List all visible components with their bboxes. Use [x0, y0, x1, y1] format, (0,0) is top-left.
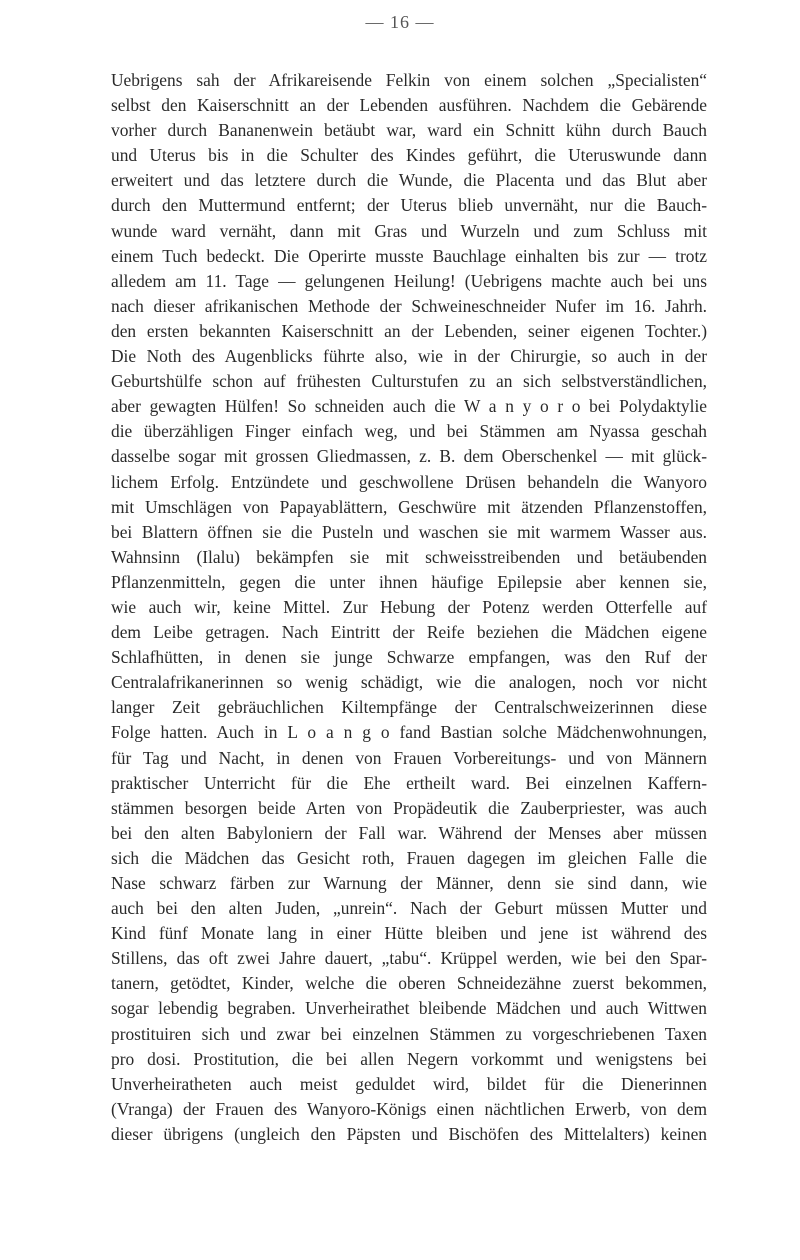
- body-text: [111, 68, 707, 1147]
- text-line: prostituiren sich und zwar bei einzelnen Stämmen zu vorgeschriebenen Taxen: [111, 1023, 707, 1044]
- text-line: Nase schwarz färben zur Warnung der Männer, denn sie sind dann, wie: [111, 873, 707, 893]
- text-line: durch den Muttermund entfernt; der Uterus blieb unvernäht, nur die Bauch-: [111, 195, 707, 216]
- text-line: nach dieser afrikanischen Methode der Schweineschneider Nufer im 16. Jahrh.: [111, 295, 707, 316]
- text-line: den ersten bekannten Kaiserschnitt an der Lebenden, seiner eigenen Tochter.): [111, 320, 707, 341]
- text-line: sogar lebendig begraben. Unverheirathet bleibende Mädchen und auch Wittwen: [111, 998, 707, 1019]
- text-line: pro dosi. Prostitution, die bei allen Negern vorkommt und wenigstens bei: [111, 1048, 707, 1069]
- text-line: langer Zeit gebräuchlichen Kiltempfänge der Centralschweizerinnen diese: [111, 697, 707, 718]
- text-line: erweitert und das letztere durch die Wunde, die Placenta und das Blut aber: [111, 170, 707, 191]
- text-line: mit Umschlägen von Papayablättern, Geschwüre mit ätzenden Pflanzenstoffen,: [111, 496, 707, 517]
- text-line: vorher durch Bananenwein betäubt war, ward ein Schnitt kühn durch Bauch: [111, 120, 707, 141]
- text-line: und Uterus bis in die Schulter des Kindes geführt, die Uteruswunde dann: [111, 145, 707, 166]
- text-line: aber gewagten Hülfen! So schneiden auch die W a n y o r o bei Polydaktylie: [111, 396, 707, 417]
- text-line: stämmen besorgen beide Arten von Propädeutik die Zauberpriester, was auch: [111, 797, 707, 818]
- text-line: Wahnsinn (Ilalu) bekämpfen sie mit schweisstreibenden und betäubenden: [111, 546, 707, 567]
- text-line: Kind fünf Monate lang in einer Hütte bleiben und jene ist während des: [111, 923, 707, 944]
- text-line: Centralafrikanerinnen so wenig schädigt, wie die analogen, noch vor nicht: [111, 672, 707, 693]
- text-line: für Tag und Nacht, in denen von Frauen Vorbereitungs- und von Männern: [111, 747, 707, 768]
- text-line: Die Noth des Augenblicks führte also, wie in der Chirurgie, so auch in der: [111, 346, 707, 367]
- text-line: Folge hatten. Auch in L o a n g o fand Bastian solche Mädchenwohnungen,: [111, 722, 707, 743]
- text-line: dieser übrigens (ungleich den Päpsten und Bischöfen des Mittelalters) keinen: [111, 1123, 707, 1144]
- text-line: Uebrigens sah der Afrikareisende Felkin von einem solchen „Specialisten“: [111, 70, 707, 90]
- text-line: selbst den Kaiserschnitt an der Lebenden ausführen. Nachdem die Gebärende: [111, 95, 707, 116]
- text-line: einem Tuch bedeckt. Die Operirte musste Bauchlage einhalten bis zur — trotz: [111, 245, 707, 266]
- text-line: praktischer Unterricht für die Ehe ertheilt ward. Bei einzelnen Kaffern-: [111, 772, 707, 793]
- text-line: dem Leibe getragen. Nach Eintritt der Reife beziehen die Mädchen eigene: [111, 622, 707, 643]
- page-number: — 16 —: [365, 12, 435, 32]
- text-line: wie auch wir, keine Mittel. Zur Hebung der Potenz werden Otterfelle auf: [111, 596, 707, 617]
- text-line: lichem Erfolg. Entzündete und geschwollene Drüsen behandeln die Wanyoro: [111, 471, 707, 492]
- text-line: Geburtshülfe schon auf frühesten Culturstufen zu an sich selbstverständlichen,: [111, 371, 707, 392]
- text-line: alledem am 11. Tage — gelungenen Heilung! (Uebrigens machte auch bei uns: [111, 270, 707, 291]
- text-line: Stillens, das oft zwei Jahre dauert, „tabu“. Krüppel werden, wie bei den Spar-: [111, 948, 707, 969]
- text-line: die überzähligen Finger einfach weg, und bei Stämmen am Nyassa geschah: [111, 421, 707, 442]
- text-line: Pflanzenmitteln, gegen die unter ihnen häufige Epilepsie aber kennen sie,: [111, 571, 707, 592]
- text-line: wunde ward vernäht, dann mit Gras und Wurzeln und zum Schluss mit: [111, 220, 707, 241]
- text-line: auch bei den alten Juden, „unrein“. Nach der Geburt müssen Mutter und: [111, 898, 707, 919]
- text-line: dasselbe sogar mit grossen Gliedmassen, z. B. dem Oberschenkel — mit glück-: [111, 446, 707, 467]
- text-line: sich die Mädchen das Gesicht roth, Frauen dagegen im gleichen Falle die: [111, 847, 707, 868]
- text-line: Schlafhütten, in denen sie junge Schwarze empfangen, was den Ruf der: [111, 647, 707, 668]
- text-line: (Vranga) der Frauen des Wanyoro-Königs einen nächtlichen Erwerb, von dem: [111, 1098, 707, 1119]
- text-line: Unverheiratheten auch meist geduldet wird, bildet für die Dienerinnen: [111, 1073, 707, 1094]
- text-line: tanern, getödtet, Kinder, welche die oberen Schneidezähne zuerst bekommen,: [111, 973, 707, 994]
- text-line: bei Blattern öffnen sie die Pusteln und waschen sie mit warmem Wasser aus.: [111, 521, 707, 542]
- text-line: bei den alten Babyloniern der Fall war. Während der Menses aber müssen: [111, 822, 707, 843]
